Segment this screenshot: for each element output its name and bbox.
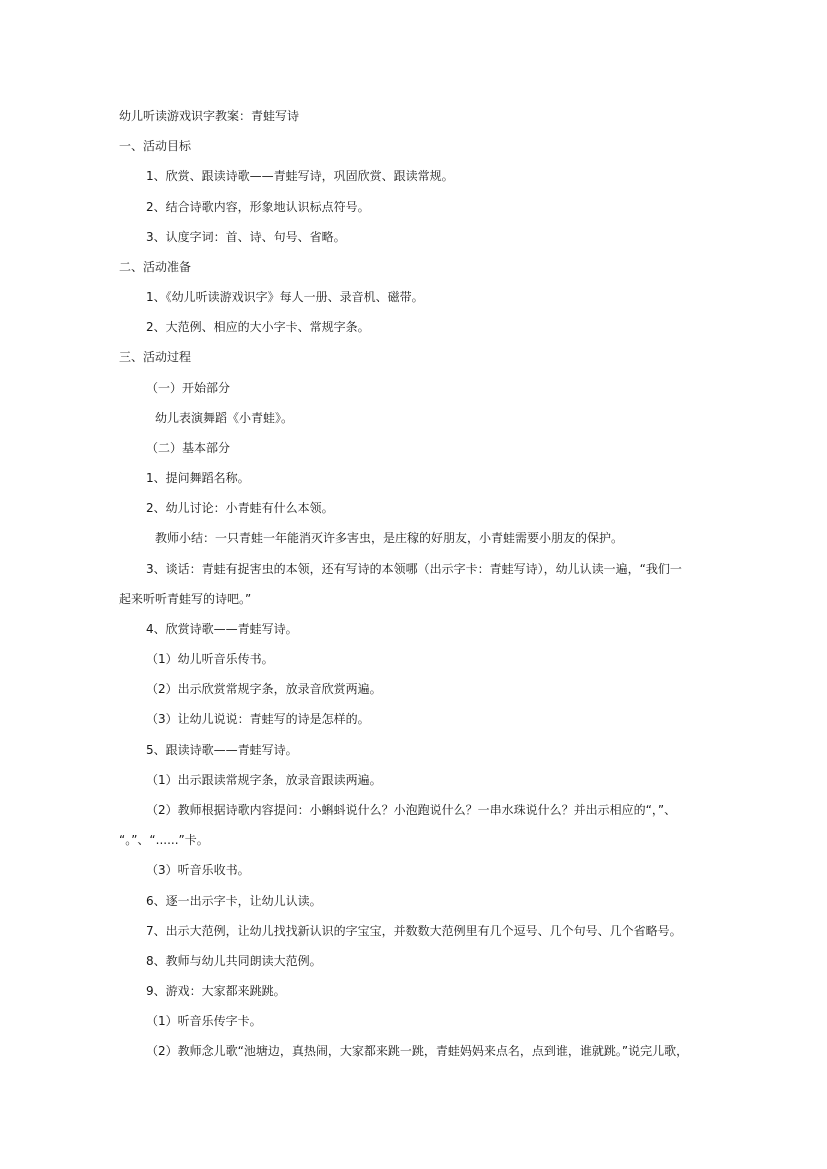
process-part-basic: （二）基本部分 (146, 441, 231, 455)
goal-item-3: 3、认度字词：首、诗、句号、省略。 (146, 230, 346, 244)
process-step-9-1: （1）听音乐传字卡。 (146, 1014, 262, 1028)
teacher-summary: 教师小结：一只青蛙一年能消灭许多害虫，是庄稼的好朋友，小青蛙需要小朋友的保护。 (155, 531, 624, 545)
document-title: 幼儿听读游戏识字教案：青蛙写诗 (119, 109, 300, 123)
process-step-8: 8、教师与幼儿共同朗读大范例。 (146, 954, 322, 968)
process-step-3-line2: 起来听听青蛙写的诗吧。” (119, 592, 252, 606)
process-step-7: 7、出示大范例，让幼儿找找新认识的字宝宝，并数数大范例里有几个逗号、几个句号、几个省略号。 (146, 924, 682, 938)
process-step-4-2: （2）出示欣赏常规字条，放录音欣赏两遍。 (146, 682, 382, 696)
process-step-9: 9、游戏：大家都来跳跳。 (146, 984, 286, 998)
process-step-5-1: （1）出示跟读常规字条，放录音跟读两遍。 (146, 773, 382, 787)
process-step-5-2-line1: （2）教师根据诗歌内容提问：小蝌蚪说什么？小泡跑说什么？一串水珠说什么？并出示相应的“，”、 (146, 803, 677, 817)
goal-item-2: 2、结合诗歌内容，形象地认识标点符号。 (146, 200, 370, 214)
process-step-3-line1: 3、谈话：青蛙有捉害虫的本领，还有写诗的本领哪（出示字卡：青蛙写诗），幼儿认读一遍，“我们一 (146, 562, 682, 576)
process-step-1: 1、提问舞蹈名称。 (146, 471, 250, 485)
process-step-2: 2、幼儿讨论：小青蛙有什么本领。 (146, 501, 334, 515)
process-step-4-3: （3）让幼儿说说：青蛙写的诗是怎样的。 (146, 712, 370, 726)
prep-item-1: 1、《幼儿听读游戏识字》每人一册、录音机、磁带。 (146, 290, 424, 304)
section-heading-goals: 一、活动目标 (119, 139, 192, 153)
section-heading-process: 三、活动过程 (119, 350, 192, 364)
goal-item-1: 1、欣赏、跟读诗歌——青蛙写诗，巩固欣赏、跟读常规。 (146, 169, 454, 183)
process-part-start: （一）开始部分 (146, 381, 231, 395)
process-step-6: 6、逐一出示字卡，让幼儿认读。 (146, 894, 322, 908)
process-step-9-2: （2）教师念儿歌“池塘边，真热闹，大家都来跳一跳，青蛙妈妈来点名，点到谁，谁就跳。”说完儿歌， (146, 1044, 689, 1058)
prep-item-2: 2、大范例、相应的大小字卡、常规字条。 (146, 320, 370, 334)
section-heading-preparation: 二、活动准备 (119, 260, 192, 274)
process-step-4-1: （1）幼儿听音乐传书。 (146, 652, 274, 666)
process-step-5-3: （3）听音乐收书。 (146, 863, 250, 877)
process-step-5: 5、跟读诗歌——青蛙写诗。 (146, 743, 298, 757)
process-part-start-text: 幼儿表演舞蹈《小青蛙》。 (155, 411, 294, 425)
process-step-5-2-line2: “。”、“......”卡。 (119, 833, 209, 847)
process-step-4: 4、欣赏诗歌——青蛙写诗。 (146, 622, 298, 636)
